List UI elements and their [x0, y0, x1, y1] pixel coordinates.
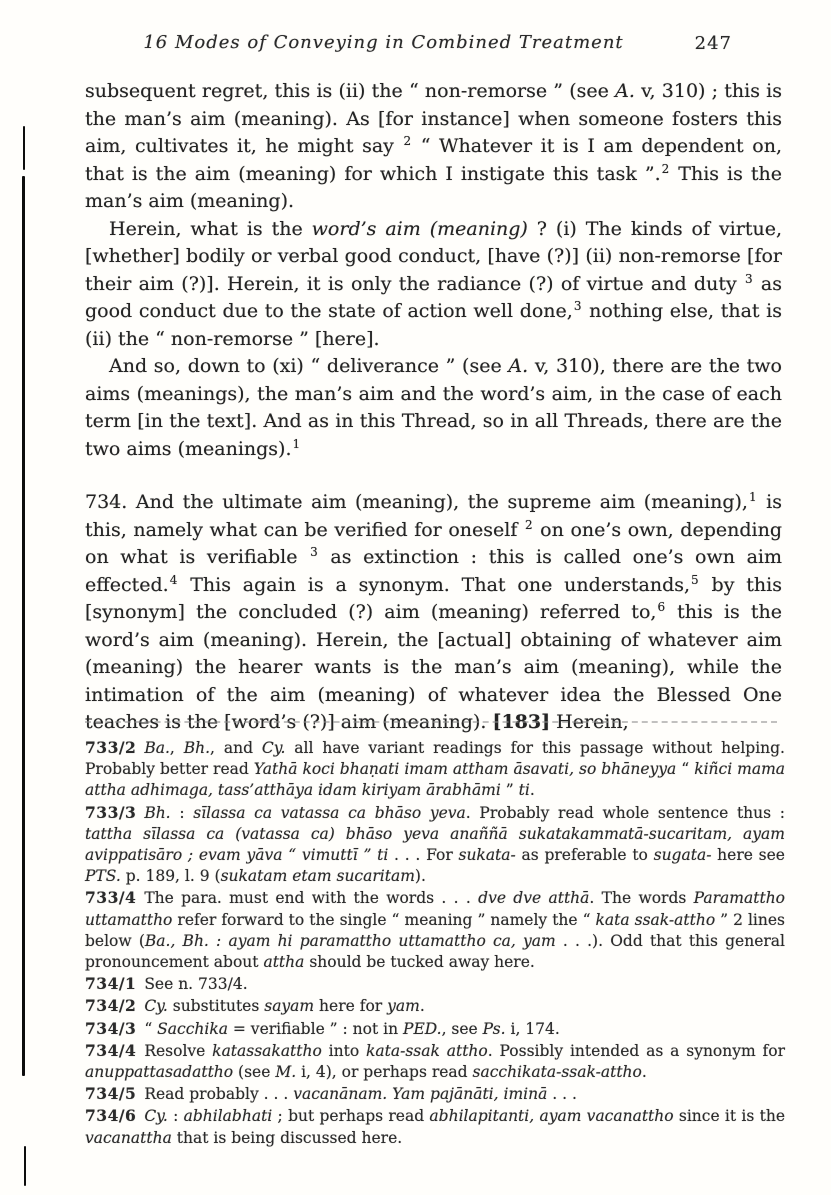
footnote-label: 733/3	[85, 802, 137, 822]
body-paragraph: Herein, what is the word’s aim (meaning) ? (i) The kinds of virtue, [whether] bodily or verbal good conduct, [have (?)] (ii) non-remorse [for their aim (?)]. Herein, it is only the radiance (?) of virtue and duty $^3$ as good conduct due to the state of action well done,$^3$ nothing else, that is (ii) the “ non-remorse ” [here].	[85, 217, 782, 350]
running-title: 16 Modes of Conveying in Combined Treatment	[143, 32, 624, 53]
footnote-label: 734/6	[85, 1106, 137, 1126]
footnote: 734/6 Cy. : abhilabhati ; but perhaps read abhilapitanti, ayam vacanattho since it is the vacanattha that is being discussed here.	[85, 1106, 785, 1147]
footnote: 733/4 The para. must end with the words . . . dve dve atthā. The words Paramattho uttamattho refer forward to the single “ meaning ” namely the “ kata ssak-attho ” 2 lines below (Ba., Bh. : ayam hi paramattho uttamattho ca, yam . . .). Odd that this general pronouncement about attha should be tucked away here.	[85, 888, 786, 972]
scan-binding-artifact	[23, 126, 25, 170]
footnote-label: 734/1	[85, 974, 137, 994]
page-number: 247	[694, 33, 732, 54]
page-header	[85, 32, 782, 62]
footnote-label: 734/3	[85, 1018, 137, 1038]
footnote-label: 734/2	[85, 996, 137, 1016]
body-paragraph: And so, down to (xi) “ deliverance ” (see A. v, 310), there are the two aims (meanings), the man’s aim and the word’s aim, in the case of each term [in the text]. And as in this Thread, so in all Threads, there are the two aims (meanings).$^1$	[85, 355, 782, 460]
body-paragraph: 734. And the ultimate aim (meaning), the supreme aim (meaning),$^1$ is this, namely what can be verified for oneself $^2$ on one’s own, depending on what is verifiable $^3$ as extinction : this is called one’s own aim effected.$^4$ This again is a synonym. That one understands,$^5$ by this [synonym] the concluded (?) aim (meaning) referred to,$^6$ this is the word’s aim (meaning). Herein, the [actual] obtaining of whatever aim (meaning) the hearer wants is the man’s aim (meaning), while the intimation of the aim (meaning) of whatever idea the Blessed One teaches is the [word’s (?)] aim (meaning). [183] Herein,	[85, 490, 782, 733]
footnote: 734/5 Read probably . . . vacanānam. Yam pajānāti, iminā . . .	[85, 1084, 577, 1104]
footnote-separator	[85, 721, 777, 723]
footnote: 734/1 See n. 733/4.	[85, 974, 248, 994]
footnote: 733/3 Bh. : sīlassa ca vatassa ca bhāso yeva. Probably read whole sentence thus : tattha sīlassa ca (vatassa ca) bhāso yeva anaññā sukatakammatā-sucaritam, ayam avippatisāro ; evam yāva “ vimuttī ” ti . . . For sukata- as preferable to sugata- here see PTS. p. 189, l. 9 (sukatam etam sucaritam).	[85, 802, 786, 886]
footnote: 733/2 Ba., Bh., and Cy. all have variant readings for this passage without helping. Probably better read Yathā koci bhaṇati imam attham āsavati, so bhāneyya “ kiñci mama attha adhimaga, tass’atthāya idam kiriyam ārabhāmi ” ti.	[85, 738, 786, 800]
footnote-label: 733/4	[85, 888, 137, 908]
footnote-label: 734/5	[85, 1084, 137, 1104]
scan-binding-artifact	[22, 176, 25, 1076]
footnote-label: 733/2	[85, 738, 137, 757]
footnote: 734/4 Resolve katassakattho into kata-ssak attho. Possibly intended as a synonym for anuppattasadattho (see M. i, 4), or perhaps read sacchikata-ssak-attho.	[85, 1040, 786, 1082]
scan-binding-artifact	[24, 1146, 26, 1186]
body-paragraph: subsequent regret, this is (ii) the “ non-remorse ” (see A. v, 310) ; this is the man’s aim (meaning). As [for instance] when someone fosters this aim, cultivates it, he might say $^2$ “ Whatever it is I am dependent on, that is the aim (meaning) for which I instigate this task ”.$^2$ This is the man’s aim (meaning).	[85, 80, 783, 212]
body-text-block	[85, 78, 782, 737]
footnote: 734/2 Cy. substitutes sayam here for yam.	[85, 996, 425, 1016]
footnote: 734/3 “ Sacchika = verifiable ” : not in PED., see Ps. i, 174.	[85, 1018, 560, 1038]
footnote-label: 734/4	[85, 1040, 137, 1060]
footnotes-block	[85, 737, 785, 1149]
